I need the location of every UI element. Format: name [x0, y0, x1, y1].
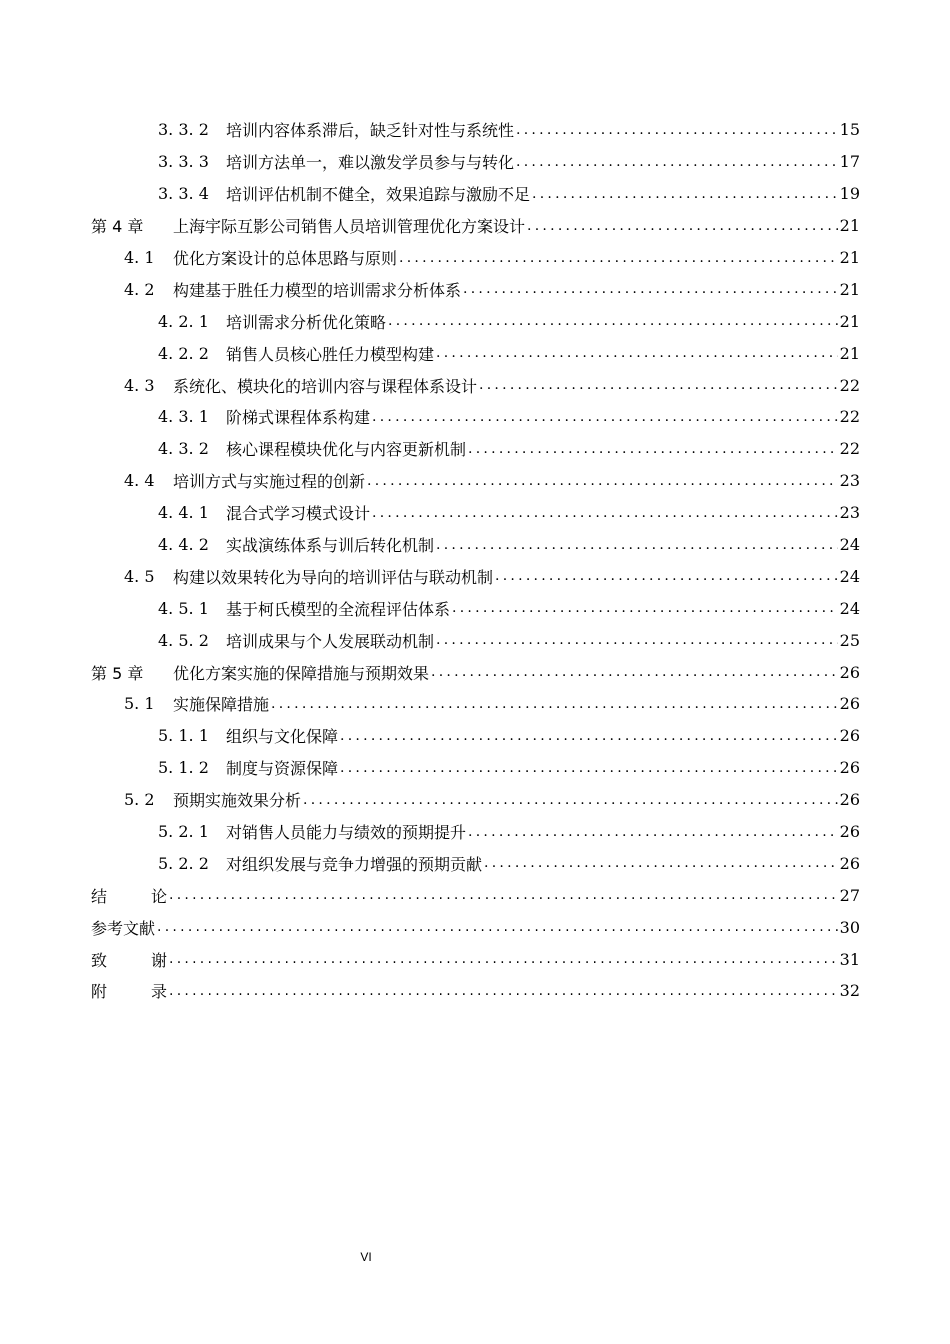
toc-entry-text — [0, 178, 860, 210]
toc-entry-text — [0, 529, 860, 561]
toc-section-number: 4. 5. 1 — [158, 598, 209, 618]
toc-section-title: 优化方案实施的保障措施与预期效果 — [173, 663, 430, 683]
toc-page-number: 30 — [838, 911, 860, 943]
toc-section-title: 培训需求分析优化策略 — [226, 312, 387, 332]
toc-section-title: 对组织发展与竞争力增强的预期贡献 — [226, 854, 483, 874]
toc-page-number: 22 — [838, 433, 860, 465]
toc-section-title: 制度与资源保障 — [226, 759, 339, 779]
toc-section-number: 4. 3. 2 — [158, 439, 209, 459]
toc-entry[interactable] — [0, 656, 950, 688]
dot-leader — [436, 537, 858, 553]
toc-page-number: 26 — [838, 784, 860, 816]
toc-page-number: 26 — [838, 720, 860, 752]
toc-entry-text — [0, 847, 860, 879]
toc-title-char: 致 — [91, 950, 108, 970]
dot-leader — [431, 664, 858, 680]
toc-entry[interactable] — [0, 720, 950, 752]
toc-section-number: 4. 3. 1 — [158, 407, 209, 427]
toc-section-number: 3. 3. 2 — [158, 120, 209, 140]
toc-section-number: 3. 3. 3 — [158, 152, 209, 172]
dot-leader — [463, 281, 858, 297]
toc-page-number: 26 — [838, 688, 860, 720]
toc-entry[interactable] — [0, 847, 950, 879]
dot-leader — [516, 122, 858, 138]
toc-entry[interactable] — [0, 624, 950, 656]
toc-entry[interactable] — [0, 497, 950, 529]
toc-entry-text — [0, 337, 860, 369]
toc-section-title: 培训方法单一，难以激发学员参与与转化 — [226, 153, 515, 173]
toc-page-number: 23 — [838, 497, 860, 529]
toc-section-title: 混合式学习模式设计 — [226, 504, 371, 524]
toc-section-number: 4. 4. 2 — [158, 535, 209, 555]
toc-page-number: 15 — [838, 114, 860, 146]
toc-entry[interactable] — [0, 210, 950, 242]
toc-section-title: 构建基于胜任力模型的培训需求分析体系 — [173, 280, 462, 300]
toc-entry[interactable] — [0, 784, 950, 816]
toc-section-number: 4. 4. 1 — [158, 503, 209, 523]
toc-entry[interactable] — [0, 305, 950, 337]
toc-title-char: 结 — [91, 886, 108, 906]
dot-leader — [484, 855, 858, 871]
toc-entry-text — [0, 975, 860, 1007]
toc-entry-text — [0, 816, 860, 848]
toc-page-number: 22 — [838, 401, 860, 433]
toc-entry-text — [0, 911, 860, 943]
toc-section-number: 4. 4 — [124, 471, 155, 491]
toc-entry[interactable] — [0, 178, 950, 210]
toc-entry[interactable] — [0, 592, 950, 624]
dot-leader — [367, 473, 858, 489]
dot-leader — [452, 600, 858, 616]
toc-entry[interactable] — [0, 752, 950, 784]
toc-entry[interactable] — [0, 401, 950, 433]
toc-entry[interactable] — [0, 560, 950, 592]
toc-entry-text — [0, 114, 860, 146]
toc-entry-text — [0, 305, 860, 337]
toc-section-number: 5. 2. 2 — [158, 853, 209, 873]
toc-page-number: 26 — [838, 752, 860, 784]
toc-section-number: 3. 3. 4 — [158, 184, 209, 204]
toc-entry-text — [0, 560, 860, 592]
toc-section-title: 阶梯式课程体系构建 — [226, 408, 371, 428]
toc-entry[interactable] — [0, 529, 950, 561]
dot-leader — [436, 632, 858, 648]
toc-page-number: 23 — [838, 465, 860, 497]
dot-leader — [372, 409, 858, 425]
toc-section-title: 培训评估机制不健全，效果追踪与激励不足 — [226, 185, 531, 205]
toc-entry[interactable] — [0, 146, 950, 178]
toc-page-number: 24 — [838, 592, 860, 624]
toc-section-title: 实施保障措施 — [173, 695, 270, 715]
toc-section-title: 构建以效果转化为导向的培训评估与联动机制 — [173, 567, 494, 587]
toc-page-number: 26 — [838, 656, 860, 688]
toc-entry-text — [0, 592, 860, 624]
toc-entry[interactable] — [0, 879, 950, 911]
toc-entry-text — [0, 879, 860, 911]
toc-section-title: 对销售人员能力与绩效的预期提升 — [226, 823, 467, 843]
dot-leader — [271, 696, 858, 712]
toc-page-number: 26 — [838, 816, 860, 848]
toc-section-title: 系统化、模块化的培训内容与课程体系设计 — [173, 376, 478, 396]
toc-entry-text — [0, 943, 860, 975]
toc-entry[interactable] — [0, 465, 950, 497]
toc-entry[interactable] — [0, 911, 950, 943]
toc-section-title: 预期实施效果分析 — [173, 791, 302, 811]
toc-section-number: 第 5 章 — [91, 663, 144, 683]
toc-section-number: 4. 5. 2 — [158, 630, 209, 650]
toc-page-number: 31 — [838, 943, 860, 975]
toc-entry[interactable] — [0, 943, 950, 975]
dot-leader — [468, 441, 858, 457]
dot-leader — [169, 951, 858, 967]
toc-page-number: 32 — [838, 975, 860, 1007]
toc-entry[interactable] — [0, 242, 950, 274]
dot-leader — [516, 154, 858, 170]
toc-section-title: 核心课程模块优化与内容更新机制 — [226, 440, 467, 460]
toc-title-char: 附 — [91, 982, 108, 1002]
toc-section-number: 4. 3 — [124, 375, 155, 395]
dot-leader — [169, 983, 858, 999]
dot-leader — [468, 824, 858, 840]
table-of-contents — [0, 114, 950, 1007]
toc-section-number: 5. 2 — [124, 790, 155, 810]
dot-leader — [340, 728, 858, 744]
toc-page-number: 24 — [838, 529, 860, 561]
toc-page-number: 26 — [838, 847, 860, 879]
toc-page-number: 22 — [838, 369, 860, 401]
toc-page-number: 25 — [838, 624, 860, 656]
toc-section-number: 5. 1. 2 — [158, 758, 209, 778]
toc-entry-text — [0, 210, 860, 242]
toc-entry-text — [0, 656, 860, 688]
toc-section-title: 组织与文化保障 — [226, 727, 339, 747]
toc-entry[interactable] — [0, 369, 950, 401]
toc-page-number: 21 — [838, 273, 860, 305]
toc-section-title: 培训内容体系滞后，缺乏针对性与系统性 — [226, 121, 515, 141]
toc-entry[interactable] — [0, 273, 950, 305]
toc-section-number: 4. 2. 2 — [158, 343, 209, 363]
toc-entry-text — [0, 273, 860, 305]
toc-page-number: 24 — [838, 560, 860, 592]
toc-entry-text — [0, 369, 860, 401]
toc-section-title: 培训成果与个人发展联动机制 — [226, 631, 435, 651]
toc-section-number: 4. 1 — [124, 248, 155, 267]
toc-section-number: 4. 2. 1 — [158, 311, 209, 331]
toc-section-title: 实战演练体系与训后转化机制 — [226, 536, 435, 556]
toc-entry-text — [0, 688, 860, 720]
toc-section-number: 5. 2. 1 — [158, 822, 209, 842]
dot-leader — [527, 218, 858, 234]
toc-page-number: 17 — [838, 146, 860, 178]
toc-section-number: 5. 1. 1 — [158, 726, 209, 746]
toc-title-char: 论 — [150, 886, 167, 906]
toc-section-title: 优化方案设计的总体思路与原则 — [173, 249, 398, 268]
toc-entry-text — [0, 146, 860, 178]
toc-page-number: 21 — [838, 210, 860, 242]
toc-section-number: 5. 1 — [124, 694, 155, 714]
toc-entry-text — [0, 720, 860, 752]
toc-entry-text — [0, 401, 860, 433]
toc-entry[interactable] — [0, 688, 950, 720]
toc-page-number: 21 — [838, 242, 860, 274]
toc-entry-text — [0, 752, 860, 784]
dot-leader — [157, 919, 858, 935]
toc-section-number: 第 4 章 — [91, 217, 144, 237]
toc-entry[interactable] — [0, 975, 950, 1007]
dot-leader — [388, 313, 858, 329]
toc-entry[interactable] — [0, 816, 950, 848]
page-number: VI — [360, 1250, 372, 1264]
toc-title-char: 录 — [150, 982, 167, 1002]
toc-entry-text — [0, 497, 860, 529]
toc-entry-text — [0, 465, 860, 497]
toc-section-title: 培训方式与实施过程的创新 — [173, 472, 366, 492]
dot-leader — [169, 887, 858, 903]
toc-section-title: 参考文献 — [91, 918, 156, 938]
toc-section-title: 销售人员核心胜任力模型构建 — [226, 344, 435, 364]
toc-section-title — [91, 948, 167, 971]
toc-section-title: 基于柯氏模型的全流程评估体系 — [226, 599, 451, 619]
dot-leader — [372, 505, 858, 521]
toc-entry[interactable] — [0, 337, 950, 369]
toc-entry-text — [0, 784, 860, 816]
toc-section-title: 上海宇际互影公司销售人员培训管理优化方案设计 — [173, 217, 526, 237]
toc-page-number: 21 — [838, 305, 860, 337]
dot-leader — [303, 792, 858, 808]
toc-page-number: 21 — [838, 337, 860, 369]
toc-section-number: 4. 5 — [124, 566, 155, 586]
dot-leader — [436, 345, 858, 361]
toc-section-title — [91, 884, 167, 907]
toc-section-title — [91, 979, 167, 1002]
dot-leader — [532, 186, 858, 202]
dot-leader — [399, 250, 858, 266]
toc-entry-text — [0, 242, 860, 274]
toc-entry[interactable] — [0, 433, 950, 465]
toc-page-number: 27 — [838, 879, 860, 911]
toc-section-number: 4. 2 — [124, 279, 155, 299]
dot-leader — [495, 568, 858, 584]
toc-entry[interactable] — [0, 114, 950, 146]
toc-entry-text — [0, 624, 860, 656]
dot-leader — [479, 377, 858, 393]
toc-entry-text — [0, 433, 860, 465]
page-footer — [0, 1250, 950, 1264]
toc-title-char: 谢 — [150, 950, 167, 970]
toc-page-number: 19 — [838, 178, 860, 210]
dot-leader — [340, 760, 858, 776]
